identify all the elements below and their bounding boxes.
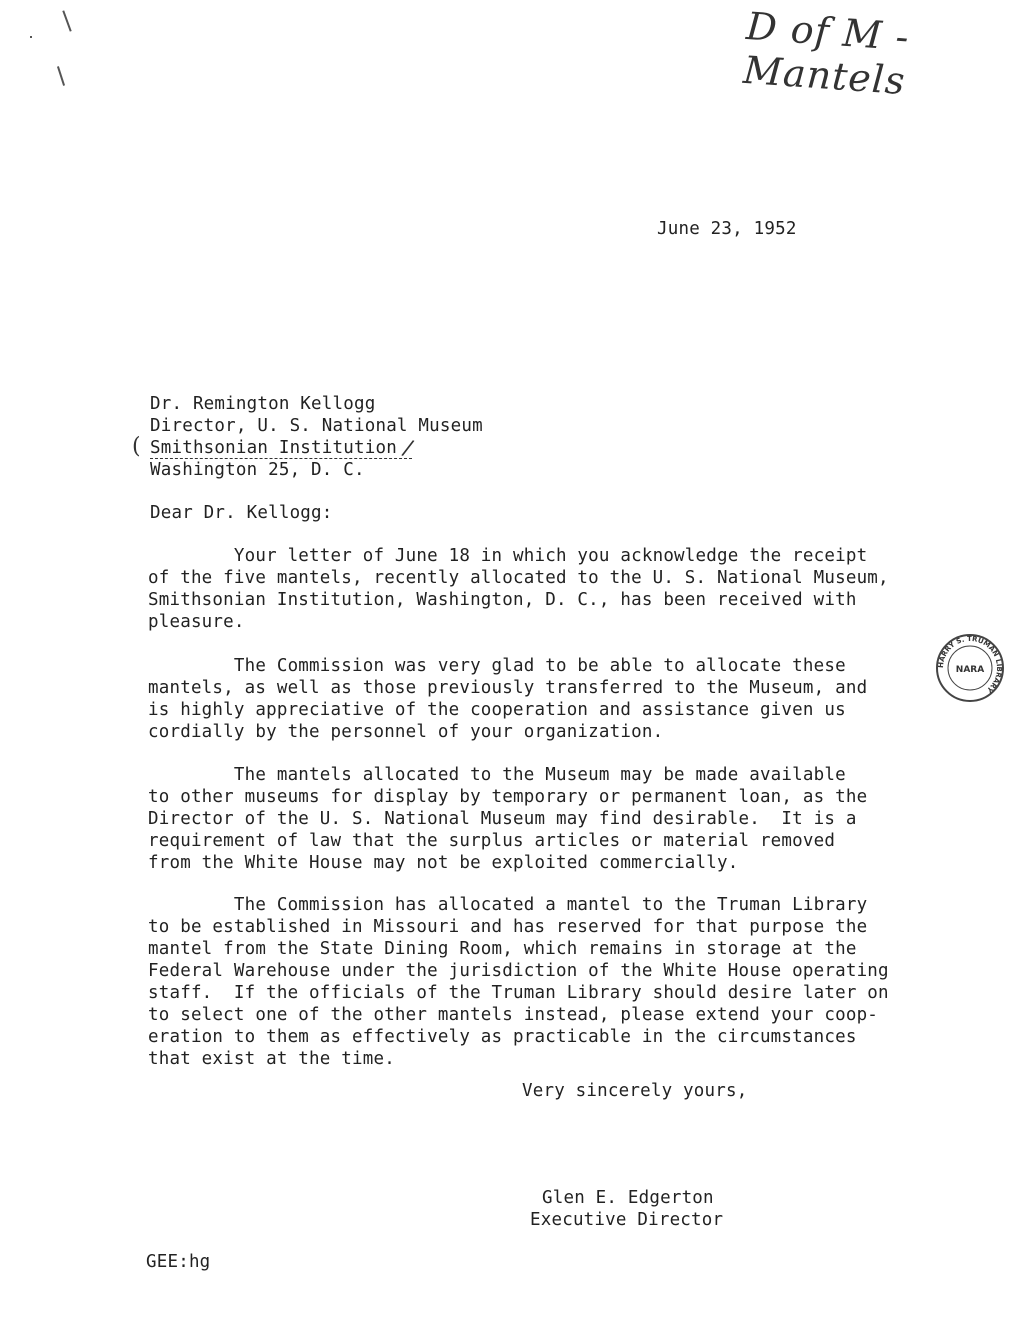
body-paragraph bbox=[148, 764, 908, 874]
body-line: from the White House may not be exploited commercially. bbox=[148, 853, 739, 873]
body-line: cordially by the personnel of your organization. bbox=[148, 722, 664, 742]
body-line: The mantels allocated to the Museum may be made available bbox=[148, 765, 846, 785]
bracket-mark: ( bbox=[132, 434, 141, 459]
body-line: mantels, as well as those previously transferred to the Museum, and bbox=[148, 678, 868, 698]
recipient-org: Smithsonian Institution bbox=[150, 438, 397, 458]
margin-mark bbox=[30, 36, 32, 38]
reference-initials: GEE:hg bbox=[146, 1252, 211, 1272]
body-line: The Commission was very glad to be able to allocate these bbox=[148, 656, 846, 676]
body-line: staff. If the officials of the Truman Library should desire later on bbox=[148, 983, 889, 1003]
closing: Very sincerely yours, bbox=[522, 1081, 748, 1101]
recipient-title: Director, U. S. National Museum bbox=[150, 416, 483, 436]
bracket-mark: / bbox=[399, 435, 416, 462]
recipient-address: Washington 25, D. C. bbox=[150, 460, 365, 480]
body-line: to select one of the other mantels instead, please extend your coop- bbox=[148, 1005, 879, 1025]
body-line: requirement of law that the surplus articles or material removed bbox=[148, 831, 836, 851]
body-line: eration to them as effectively as practicable in the circumstances bbox=[148, 1027, 857, 1047]
body-line: that exist at the time. bbox=[148, 1049, 395, 1069]
body-line: Federal Warehouse under the jurisdiction of the White House operating bbox=[148, 961, 889, 981]
body-line: The Commission has allocated a mantel to the Truman Library bbox=[148, 895, 868, 915]
body-line: mantel from the State Dining Room, which remains in storage at the bbox=[148, 939, 857, 959]
body-paragraph bbox=[148, 655, 908, 743]
body-line: is highly appreciative of the cooperation and assistance given us bbox=[148, 700, 846, 720]
body-paragraph bbox=[148, 545, 908, 633]
margin-mark bbox=[57, 66, 65, 86]
body-paragraph bbox=[148, 894, 908, 1070]
stamp-ring-text: HARRY S. TRUMAN LIBRARY bbox=[936, 634, 1004, 694]
recipient-name: Dr. Remington Kellogg bbox=[150, 394, 376, 414]
handwritten-annotation: D of M - Mantels bbox=[741, 4, 912, 104]
salutation: Dear Dr. Kellogg: bbox=[150, 503, 333, 523]
body-line: pleasure. bbox=[148, 612, 245, 632]
body-line: Smithsonian Institution, Washington, D. C., has been received with bbox=[148, 590, 857, 610]
body-line: to be established in Missouri and has reserved for that purpose the bbox=[148, 917, 868, 937]
stamp-center-text: NARA bbox=[955, 665, 985, 675]
body-line: Your letter of June 18 in which you acknowledge the receipt bbox=[148, 546, 868, 566]
signer-name: Glen E. Edgerton bbox=[542, 1188, 714, 1208]
margin-mark bbox=[62, 10, 71, 31]
archive-stamp bbox=[934, 632, 1006, 704]
body-line: of the five mantels, recently allocated to the U. S. National Museum, bbox=[148, 568, 889, 588]
body-line: Director of the U. S. National Museum may find desirable. It is a bbox=[148, 809, 857, 829]
signer-title: Executive Director bbox=[530, 1210, 724, 1230]
letter-date: June 23, 1952 bbox=[657, 219, 797, 239]
body-line: to other museums for display by temporary or permanent loan, as the bbox=[148, 787, 868, 807]
